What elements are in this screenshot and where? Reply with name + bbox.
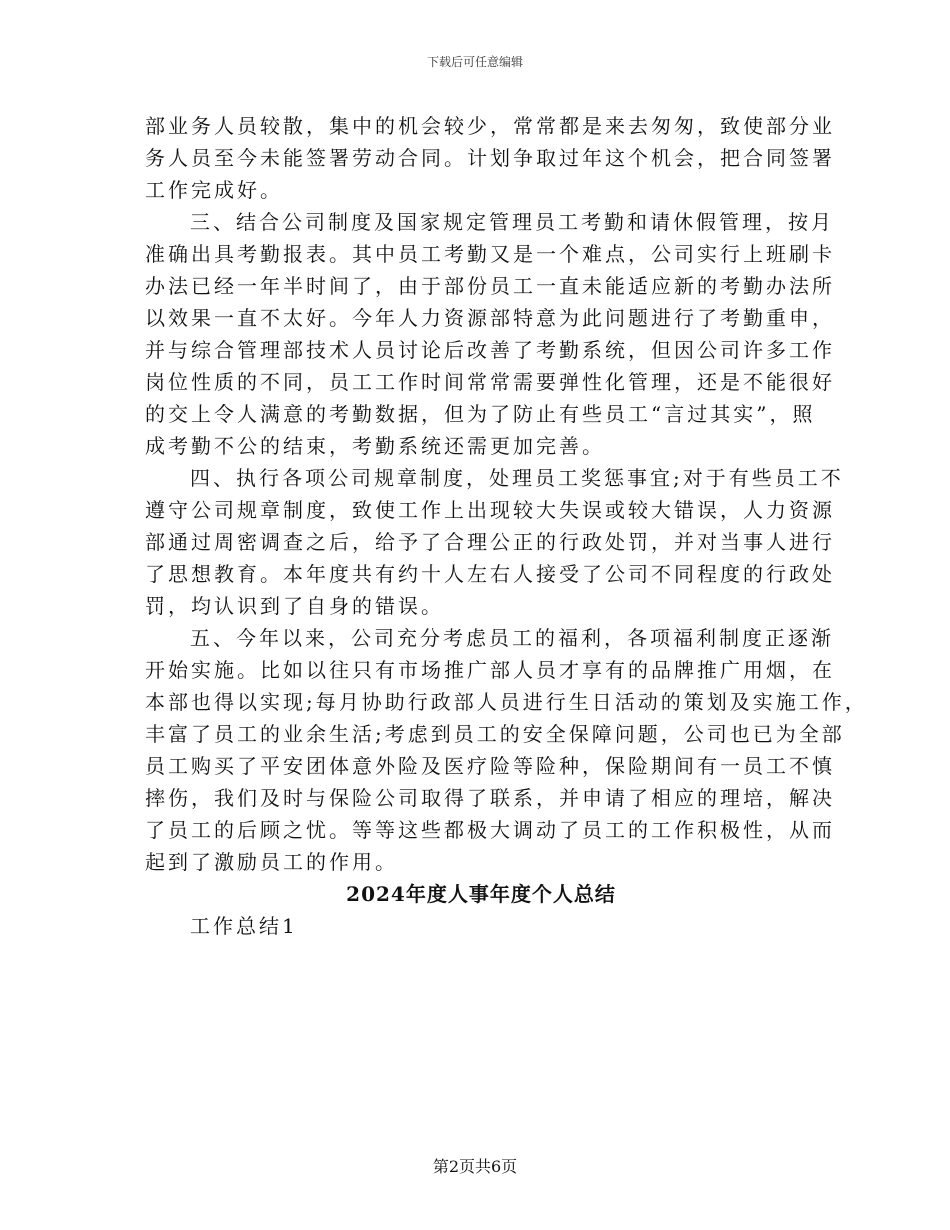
paragraph-line: 成考勤不公的结束，考勤系统还需更加完善。 (145, 434, 605, 458)
paragraph-line: 并与综合管理部技术人员讨论后改善了考勤系统，但因公司许多工作 (145, 338, 835, 362)
paragraph-line: 丰富了员工的业余生活;考虑到员工的安全保障问题，公司也已为全部 (145, 722, 845, 746)
paragraph-line: 开始实施。比如以往只有市场推广部人员才享有的品牌推广用烟，在 (145, 658, 835, 682)
page-number: 第2页共6页 (432, 1157, 518, 1176)
paragraph-line: 办法已经一年半时间了，由于部份员工一直未能适应新的考勤办法所 (145, 274, 835, 298)
paragraph-line: 三、结合公司制度及国家规定管理员工考勤和请休假管理，按月 (190, 210, 834, 234)
paragraph-line: 本部也得以实现;每月协助行政部人员进行生日活动的策划及实施工作， (145, 690, 868, 714)
section-title: 2024年度人事年度个人总结 (346, 882, 616, 906)
document-body (145, 110, 868, 942)
page-header: 下载后可任意编辑 (426, 55, 523, 69)
paragraph-line: 务人员至今未能签署劳动合同。计划争取过年这个机会，把合同签署 (145, 146, 835, 170)
paragraph-line: 岗位性质的不同，员工工作时间常常需要弹性化管理，还是不能很好 (145, 370, 835, 394)
paragraph-line: 五、今年以来，公司充分考虑员工的福利，各项福利制度正逐渐 (190, 626, 834, 650)
paragraph-line: 罚，均认识到了自身的错误。 (145, 594, 444, 618)
paragraph-line: 的交上令人满意的考勤数据，但为了防止有些员工“言过其实”，照 (145, 402, 816, 426)
paragraph-line: 部通过周密调查之后，给予了合理公正的行政处罚，并对当事人进行 (145, 530, 835, 554)
paragraph-line: 了员工的后顾之忧。等等这些都极大调动了员工的工作积极性，从而 (145, 818, 835, 842)
paragraph-line: 起到了激励员工的作用。 (145, 850, 398, 874)
paragraph-line: 摔伤，我们及时与保险公司取得了联系，并申请了相应的理培，解决 (145, 786, 835, 810)
paragraph-line: 了思想教育。本年度共有约十人左右人接受了公司不同程度的行政处 (145, 562, 835, 586)
paragraph-line: 员工购买了平安团体意外险及医疗险等险种，保险期间有一员工不慎 (145, 754, 835, 778)
paragraph-line: 部业务人员较散，集中的机会较少，常常都是来去匆匆，致使部分业 (145, 114, 835, 138)
paragraph-line: 以效果一直不太好。今年人力资源部特意为此问题进行了考勤重申， (145, 306, 835, 330)
paragraph-line: 工作完成好。 (145, 178, 283, 202)
paragraph-line: 四、执行各项公司规章制度，处理员工奖惩事宜;对于有些员工不 (190, 466, 844, 490)
subheading: 工作总结1 (190, 914, 298, 938)
paragraph-line: 遵守公司规章制度，致使工作上出现较大失误或较大错误，人力资源 (145, 498, 835, 522)
paragraph-line: 准确出具考勤报表。其中员工考勤又是一个难点，公司实行上班刷卡 (145, 242, 835, 266)
